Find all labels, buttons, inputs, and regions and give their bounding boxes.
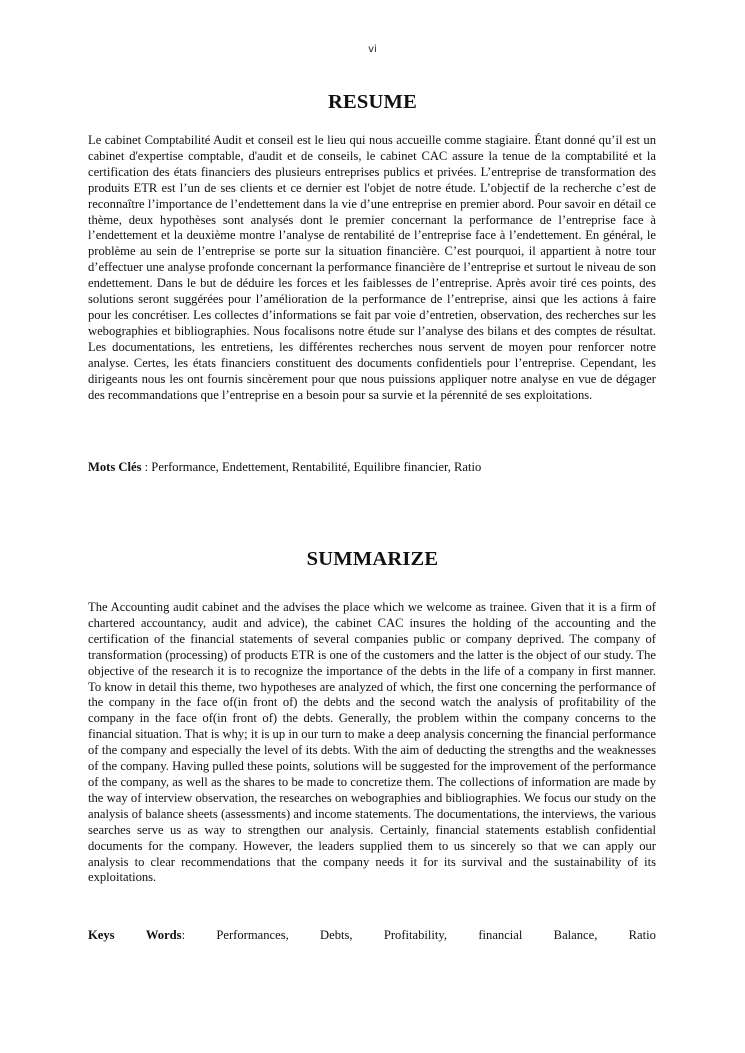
summary-paragraph: The Accounting audit cabinet and the advises the place which we welcome as trainee. Given that it is a firm of chartered accountancy, audit and advice), the cabinet CAC insures the holding of the accounting and the certification of the financial statements of several companies public or company deprived. The company of transformation (processing) of products ETR is one of the customers and the latter is the object of our study. The objective of the research it is to recognize the importance of the debts in the life of a company in first manner. To know in detail this theme, two hypotheses are analyzed of which, the first one concerning the performance of the company in the face of(in front of) the debts and the second watch the analysis of profitability of the company in the face of(in front of) the debts. Generally, the problem within the company concerns to the financial situation. That is why; it is up in our turn to make a deep analysis concerning the financial performance of the company and especially the level of its debts. With the aim of deducting the strengths and the weaknesses of the company. Having pulled these points, solutions will be suggested for the improvement of the performance of the company, as well as the shares to be made to concretize them. The collections of information are made by the way of interview observation, the researches on webographies and bibliographies. We focus our study on the analysis of balance sheets (assessments) and income statements. The documentations, the interviews, the various searches serve us as way to strengthen our analysis. Certainly, financial statements establish confidential documents for the company. However, the leaders supplied them to us sincerely so that we can apply our analysis to clear recommendations that the company needs it for its survival and the sustainability of its exploitations. xyxy=(88,600,656,885)
resume-keywords xyxy=(88,460,656,475)
resume-heading: RESUME xyxy=(328,91,417,113)
resume-keywords-list: : Performance, Endettement, Rentabilité, Equilibre financier, Ratio xyxy=(141,460,482,474)
summary-keyword: Profitability, xyxy=(383,928,448,942)
summary-keyword: financial xyxy=(478,928,523,942)
summary-keywords-colon: : xyxy=(181,928,186,942)
resume-keywords-label: Mots Clés xyxy=(88,460,142,474)
page-number: vi xyxy=(368,44,377,55)
summary-keywords-label-words xyxy=(146,928,185,943)
summary-keywords xyxy=(88,928,656,943)
summary-keyword: Ratio xyxy=(628,928,656,942)
summary-keywords-label-words-text: Words xyxy=(145,928,182,942)
summary-heading: SUMMARIZE xyxy=(306,548,439,570)
summary-keyword: Balance, xyxy=(553,928,598,942)
summary-keywords-label-keys: Keys xyxy=(88,928,115,942)
summary-keyword: Performances, xyxy=(216,928,289,942)
summary-keyword: Debts, xyxy=(320,928,353,942)
resume-paragraph: Le cabinet Comptabilité Audit et conseil est le lieu qui nous accueille comme stagiaire. Étant donné qu’il est un cabinet d'expertise comptable, d'audit et de conseils, le cabinet CAC assure la tenue de la comptabilité et la certification des états financiers des plusieurs entreprises publics et privées. L’entreprise de transformation des produits ETR est l’un de ses clients et ce dernier est l'objet de notre étude. L’objectif de la recherche c’est de reconnaître l’importance de l’endettement dans la vie d’une entreprise en premier abord. Pour savoir en détail ce thème, deux hypothèses sont analysés dont le premier concernant la performance de l’entreprise face à l’endettement et la deuxième montre l’analyse de rentabilité de l’entreprise face à l’endettement. En général, le problème au sein de l’entreprise se porte sur la situation financière. C’est pourquoi, il appartient à notre tour d’effectuer une analyse profonde concernant la performance financière de l’entreprise et surtout le niveau de son endettement. Dans le but de déduire les forces et les faiblesses de l’entreprise. Après avoir tiré ces points, des solutions seront suggérées pour l’amélioration de la performance de l’entreprise, ainsi que les actions à faire pour les concrétiser. Les collectes d’informations se fait par voie d’entretien, observation, des recherches sur les webographies et bibliographies. Nous focalisons notre étude sur l’analyse des bilans et des comptes de résultat. Les documentations, les entretiens, les différentes recherches nous servent de moyen pour renforcer notre analyse. Certes, les états financiers constituent des documents confidentiels pour l’entreprise. Cependant, les dirigeants nous les ont fournis sincèrement pour que nous puissions appliquer notre analyse en vue de dégager des recommandations que l’entreprise en a besoin pour sa survie et la pérennité de ses exploitations. xyxy=(88,133,656,402)
